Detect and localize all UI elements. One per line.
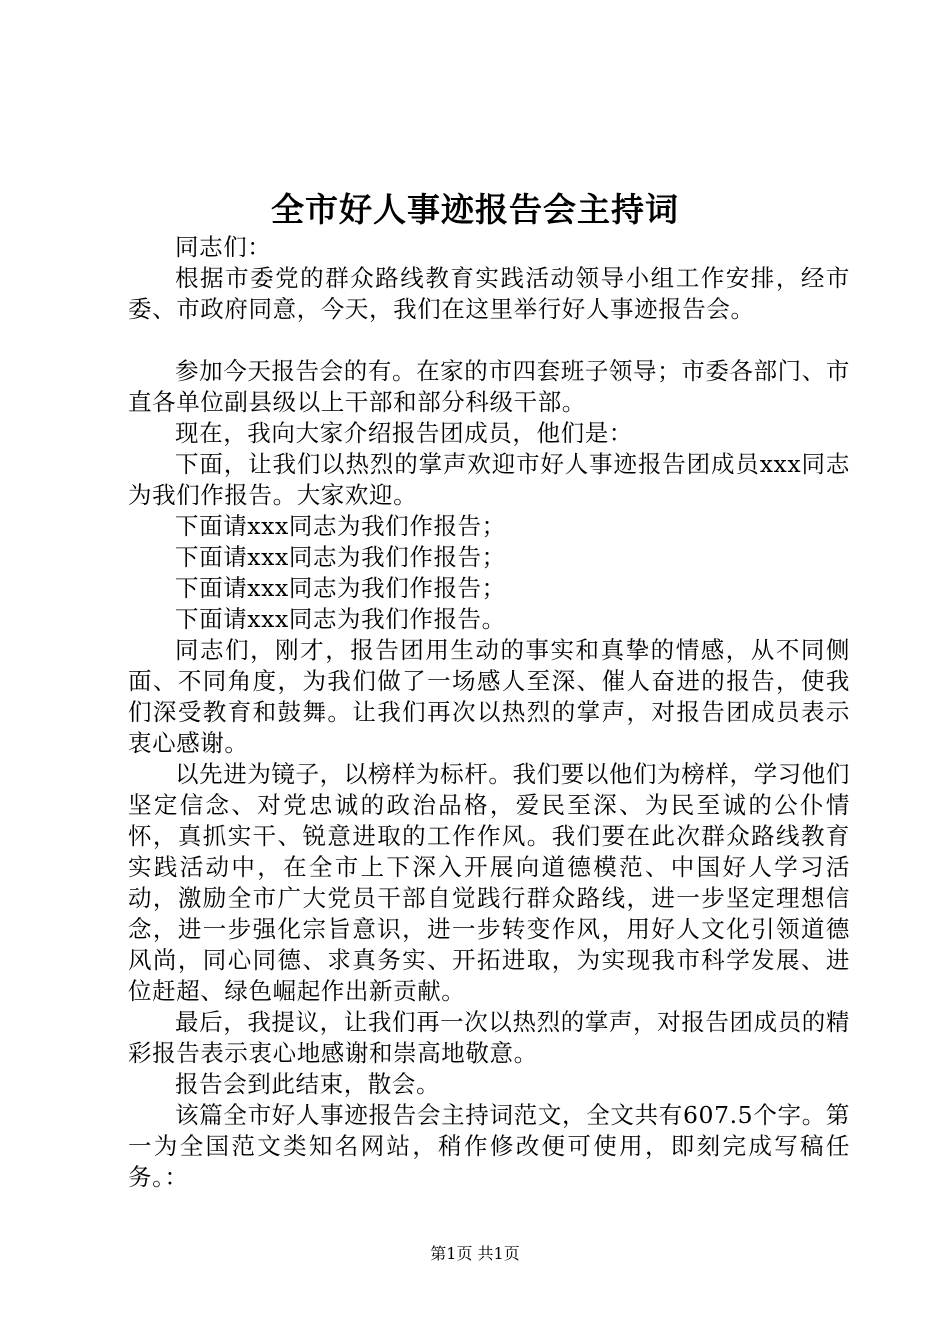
body-paragraph: 下面请xxx同志为我们作报告； — [175, 543, 506, 571]
salutation-paragraph: 同志们： — [175, 233, 272, 261]
document-title: 全市好人事迹报告会主持词 — [271, 190, 679, 229]
body-paragraph: 下面请xxx同志为我们作报告。 — [175, 605, 506, 633]
body-paragraph: 以先进为镜子，以榜样为标杆。我们要以他们为榜样，学习他们坚定信念、对党忠诚的政治品格，爱民至深、为民至诚的公仆情怀，真抓实干、锐意进取的工作作风。我们要在此次群众路线教育实践活动中，在全市上下深入开展向道德模范、中国好人学习活动，激励全市广大党员干部自觉践行群众路线，进一步坚定理想信念，进一步强化宗旨意识，进一步转变作风，用好人文化引领道德风尚，同心同德、求真务实、开拓进取，为实现我市科学发展、进位赶超、绿色崛起作出新贡献。 — [128, 760, 850, 1005]
body-paragraph: 下面，让我们以热烈的掌声欢迎市好人事迹报告团成员xxx同志为我们作报告。大家欢迎。 — [128, 450, 850, 509]
body-paragraph: 该篇全市好人事迹报告会主持词范文，全文共有607.5个字。第一为全国范文类知名网站，稍作修改便可使用，即刻完成写稿任务。： — [128, 1101, 850, 1191]
body-paragraph: 参加今天报告会的有。在家的市四套班子领导；市委各部门、市直各单位副县级以上干部和部分科级干部。 — [128, 357, 850, 416]
body-paragraph: 下面请xxx同志为我们作报告； — [175, 574, 506, 602]
body-paragraph: 现在，我向大家介绍报告团成员，他们是： — [175, 419, 633, 447]
body-paragraph: 同志们，刚才，报告团用生动的事实和真挚的情感，从不同侧面、不同角度，为我们做了一场感人至深、催人奋进的报告，使我们深受教育和鼓舞。让我们再次以热烈的掌声，对报告团成员表示衷心感谢。 — [128, 636, 850, 757]
blank-line — [128, 325, 850, 356]
document-body — [128, 232, 850, 1193]
body-paragraph: 根据市委党的群众路线教育实践活动领导小组工作安排，经市委、市政府同意，今天，我们在这里举行好人事迹报告会。 — [128, 264, 850, 323]
page-number-footer: 第1页 共1页 — [430, 1244, 520, 1263]
body-paragraph: 下面请xxx同志为我们作报告； — [175, 512, 506, 540]
body-paragraph: 报告会到此结束，散会。 — [175, 1070, 441, 1098]
body-paragraph: 最后，我提议，让我们再一次以热烈的掌声，对报告团成员的精彩报告表示衷心地感谢和崇高地敬意。 — [128, 1008, 850, 1067]
